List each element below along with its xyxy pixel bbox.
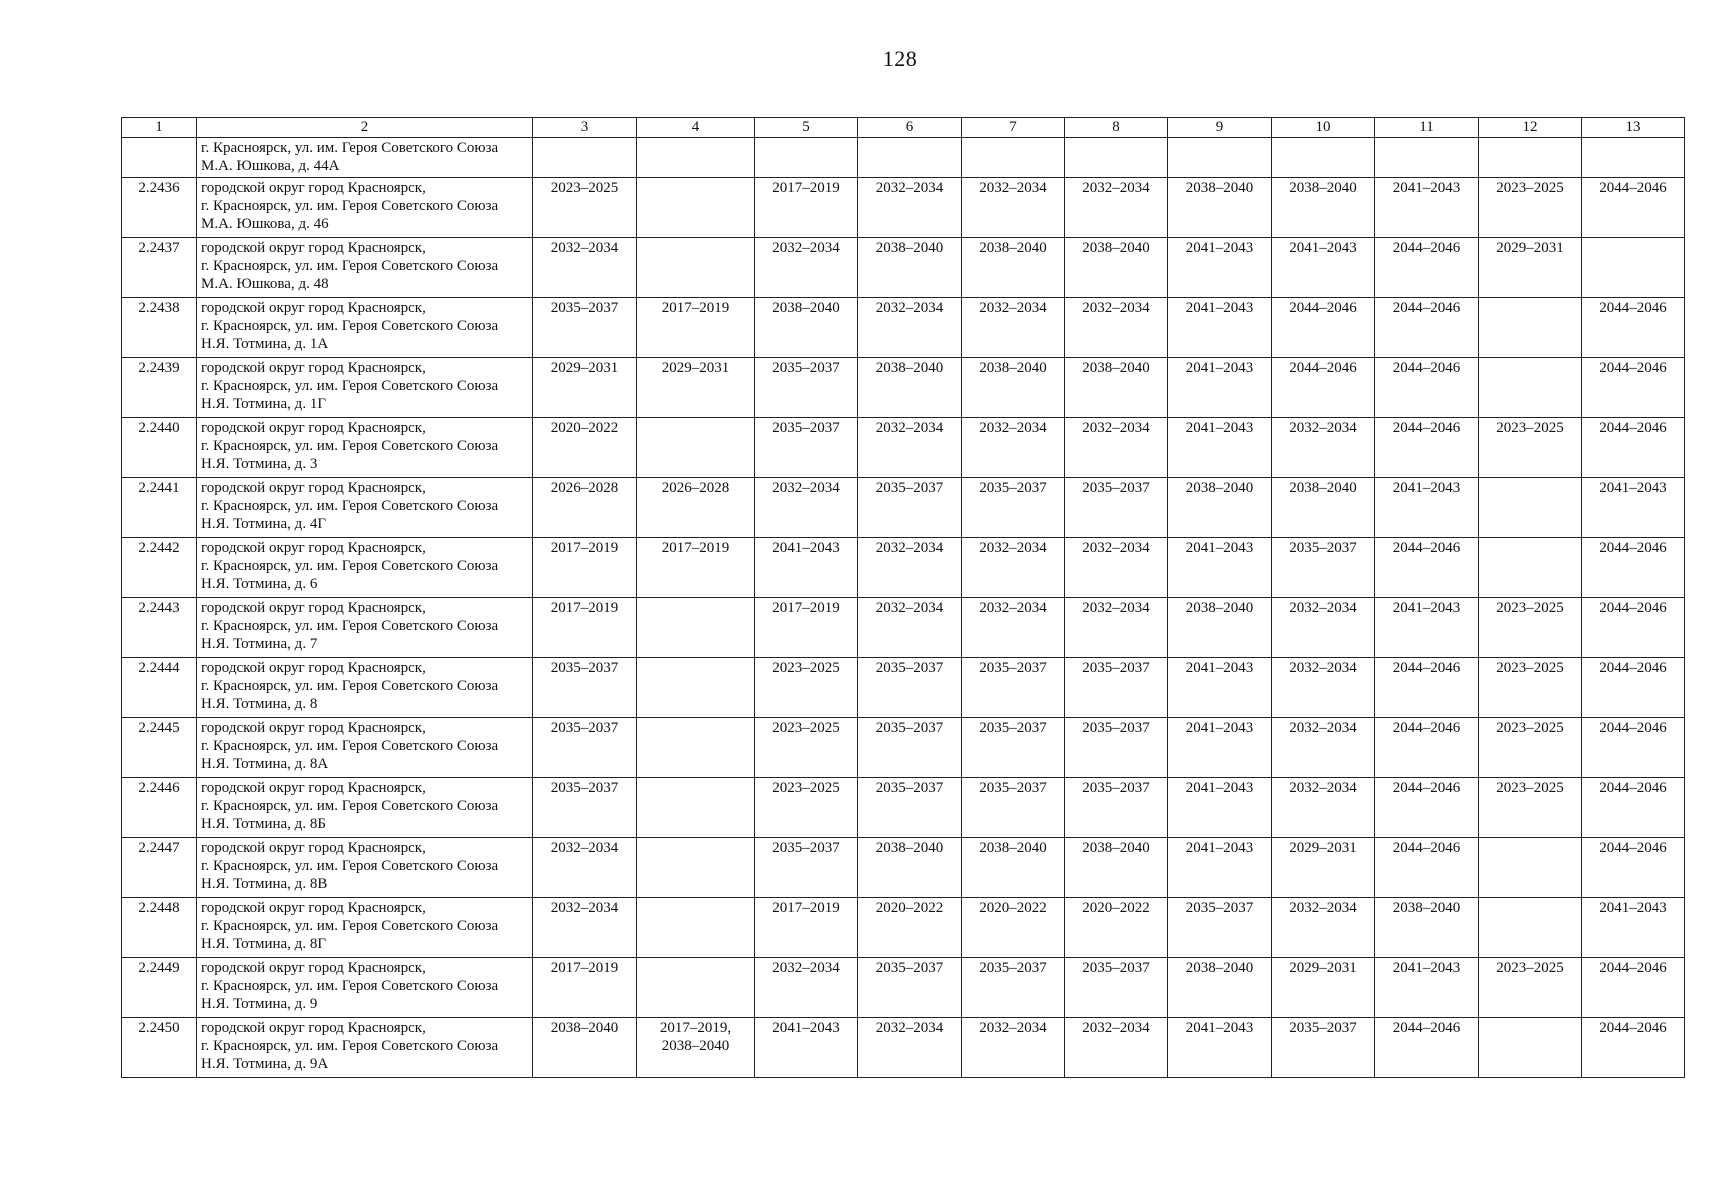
column-header: 13 (1582, 118, 1685, 138)
period-cell-col4: 2017–2019, 2038–2040 (637, 1018, 755, 1078)
period-cell-col4 (637, 958, 755, 1018)
period-cell-col3: 2020–2022 (533, 418, 637, 478)
period-cell-col6: 2032–2034 (858, 178, 962, 238)
period-cell-col11: 2041–2043 (1375, 478, 1479, 538)
period-cell-col12: 2023–2025 (1479, 958, 1582, 1018)
address-cell (197, 418, 533, 478)
period-cell-col9: 2041–2043 (1168, 298, 1272, 358)
period-cell-col13: 2044–2046 (1582, 598, 1685, 658)
address-line: городской округ город Красноярск, (201, 420, 426, 436)
period-cell-col11: 2044–2046 (1375, 358, 1479, 418)
period-cell-col12 (1479, 838, 1582, 898)
address-line: Н.Я. Тотмина, д. 8 (201, 696, 318, 712)
period-cell-col12: 2023–2025 (1479, 598, 1582, 658)
table-row (122, 358, 1685, 418)
period-cell-col10 (1272, 138, 1375, 178)
row-number-cell: 2.2446 (122, 778, 197, 838)
period-cell-col11 (1375, 138, 1479, 178)
period-cell-col6: 2032–2034 (858, 538, 962, 598)
table-row (122, 658, 1685, 718)
address-line: Н.Я. Тотмина, д. 8А (201, 756, 329, 772)
period-cell-col3: 2023–2025 (533, 178, 637, 238)
address-line: г. Красноярск, ул. им. Героя Советского Союза (201, 498, 499, 514)
period-cell-col4 (637, 138, 755, 178)
period-cell-col4: 2026–2028 (637, 478, 755, 538)
period-cell-col6: 2035–2037 (858, 718, 962, 778)
period-cell-col5: 2032–2034 (755, 238, 858, 298)
period-cell-col13: 2044–2046 (1582, 958, 1685, 1018)
row-number-cell: 2.2444 (122, 658, 197, 718)
period-cell-col11: 2041–2043 (1375, 178, 1479, 238)
row-number-cell: 2.2447 (122, 838, 197, 898)
address-cell (197, 598, 533, 658)
period-cell-col10: 2032–2034 (1272, 658, 1375, 718)
period-cell-col13: 2044–2046 (1582, 538, 1685, 598)
address-line: городской округ город Красноярск, (201, 1020, 426, 1036)
column-header: 8 (1065, 118, 1168, 138)
address-cell (197, 658, 533, 718)
row-number-cell: 2.2445 (122, 718, 197, 778)
table-row (122, 598, 1685, 658)
address-line: Н.Я. Тотмина, д. 9 (201, 996, 318, 1012)
address-line: городской округ город Красноярск, (201, 300, 426, 316)
table-row (122, 238, 1685, 298)
column-header: 9 (1168, 118, 1272, 138)
table-row (122, 138, 1685, 178)
row-number-cell: 2.2439 (122, 358, 197, 418)
period-cell-col6: 2032–2034 (858, 598, 962, 658)
address-line: Н.Я. Тотмина, д. 9А (201, 1056, 329, 1072)
column-header: 1 (122, 118, 197, 138)
period-cell-col6: 2035–2037 (858, 478, 962, 538)
address-line: М.А. Юшкова, д. 48 (201, 276, 329, 292)
period-cell-col3: 2032–2034 (533, 838, 637, 898)
row-number-cell: 2.2449 (122, 958, 197, 1018)
period-cell-col6: 2038–2040 (858, 838, 962, 898)
address-line: Н.Я. Тотмина, д. 8В (201, 876, 328, 892)
period-cell-col8 (1065, 138, 1168, 178)
period-cell-col3: 2032–2034 (533, 238, 637, 298)
address-line: городской округ город Красноярск, (201, 660, 426, 676)
period-cell-col7: 2035–2037 (962, 658, 1065, 718)
address-line: Н.Я. Тотмина, д. 8Б (201, 816, 326, 832)
period-cell-col7: 2035–2037 (962, 778, 1065, 838)
column-header: 10 (1272, 118, 1375, 138)
address-line: г. Красноярск, ул. им. Героя Советского Союза (201, 678, 499, 694)
period-cell-col13: 2044–2046 (1582, 358, 1685, 418)
period-cell-col12: 2029–2031 (1479, 238, 1582, 298)
table-row (122, 298, 1685, 358)
period-cell-col3: 2035–2037 (533, 778, 637, 838)
period-cell-col12: 2023–2025 (1479, 178, 1582, 238)
period-cell-col7: 2038–2040 (962, 358, 1065, 418)
period-cell-col7: 2020–2022 (962, 898, 1065, 958)
address-cell (197, 138, 533, 178)
column-header: 5 (755, 118, 858, 138)
row-number-cell: 2.2438 (122, 298, 197, 358)
period-cell-col5 (755, 138, 858, 178)
table-row (122, 718, 1685, 778)
period-cell-col5: 2023–2025 (755, 658, 858, 718)
period-cell-col6: 2038–2040 (858, 238, 962, 298)
address-line: городской округ город Красноярск, (201, 600, 426, 616)
period-cell-col11: 2044–2046 (1375, 538, 1479, 598)
period-cell-col10: 2029–2031 (1272, 838, 1375, 898)
period-cell-col13: 2044–2046 (1582, 658, 1685, 718)
period-cell-col7: 2032–2034 (962, 298, 1065, 358)
period-cell-col12: 2023–2025 (1479, 418, 1582, 478)
period-cell-col9: 2041–2043 (1168, 658, 1272, 718)
period-cell-col4 (637, 838, 755, 898)
period-cell-col8: 2032–2034 (1065, 538, 1168, 598)
period-cell-col3 (533, 138, 637, 178)
period-cell-col7: 2035–2037 (962, 958, 1065, 1018)
period-cell-col3: 2035–2037 (533, 658, 637, 718)
address-line: Н.Я. Тотмина, д. 1А (201, 336, 329, 352)
row-number-cell: 2.2442 (122, 538, 197, 598)
period-cell-col9: 2041–2043 (1168, 418, 1272, 478)
row-number-cell: 2.2450 (122, 1018, 197, 1078)
period-cell-col5: 2017–2019 (755, 178, 858, 238)
period-cell-col13: 2041–2043 (1582, 478, 1685, 538)
period-cell-col13: 2044–2046 (1582, 1018, 1685, 1078)
address-line: г. Красноярск, ул. им. Героя Советского Союза (201, 918, 499, 934)
table-row (122, 418, 1685, 478)
period-cell-col12: 2023–2025 (1479, 778, 1582, 838)
period-cell-col13: 2044–2046 (1582, 718, 1685, 778)
period-cell-col9: 2041–2043 (1168, 358, 1272, 418)
period-cell-col11: 2044–2046 (1375, 658, 1479, 718)
period-cell-col9: 2035–2037 (1168, 898, 1272, 958)
period-cell-col9: 2041–2043 (1168, 718, 1272, 778)
period-cell-col10: 2035–2037 (1272, 538, 1375, 598)
period-cell-col6: 2032–2034 (858, 1018, 962, 1078)
column-header: 6 (858, 118, 962, 138)
period-cell-col5: 2041–2043 (755, 1018, 858, 1078)
address-line: г. Красноярск, ул. им. Героя Советского Союза (201, 198, 499, 214)
table-body (122, 138, 1685, 1078)
address-line: г. Красноярск, ул. им. Героя Советского Союза (201, 858, 499, 874)
period-cell-col9: 2038–2040 (1168, 178, 1272, 238)
period-cell-col8: 2035–2037 (1065, 478, 1168, 538)
period-cell-col6: 2035–2037 (858, 778, 962, 838)
period-cell-col11: 2044–2046 (1375, 838, 1479, 898)
period-cell-col5: 2035–2037 (755, 358, 858, 418)
address-cell (197, 538, 533, 598)
address-line: городской округ город Красноярск, (201, 720, 426, 736)
period-cell-col12 (1479, 298, 1582, 358)
period-cell-col9: 2038–2040 (1168, 598, 1272, 658)
period-cell-col6: 2035–2037 (858, 658, 962, 718)
period-cell-col11: 2041–2043 (1375, 958, 1479, 1018)
address-line: городской округ город Красноярск, (201, 180, 426, 196)
table-row (122, 898, 1685, 958)
period-cell-col10: 2035–2037 (1272, 1018, 1375, 1078)
period-cell-col4 (637, 898, 755, 958)
period-cell-col8: 2032–2034 (1065, 418, 1168, 478)
period-cell-col13: 2044–2046 (1582, 418, 1685, 478)
row-number-cell: 2.2448 (122, 898, 197, 958)
period-cell-col3: 2029–2031 (533, 358, 637, 418)
table-row (122, 478, 1685, 538)
address-line: Н.Я. Тотмина, д. 4Г (201, 516, 326, 532)
period-cell-col5: 2023–2025 (755, 718, 858, 778)
address-line: г. Красноярск, ул. им. Героя Советского Союза (201, 798, 499, 814)
period-cell-col10: 2038–2040 (1272, 178, 1375, 238)
period-cell-col8: 2035–2037 (1065, 718, 1168, 778)
page-number: 128 (882, 46, 918, 71)
address-line: г. Красноярск, ул. им. Героя Советского Союза (201, 978, 499, 994)
period-cell-col12: 2023–2025 (1479, 718, 1582, 778)
period-cell-col12 (1479, 358, 1582, 418)
period-cell-col3: 2017–2019 (533, 538, 637, 598)
period-cell-col9: 2041–2043 (1168, 238, 1272, 298)
period-cell-col7: 2032–2034 (962, 598, 1065, 658)
period-cell-col11: 2044–2046 (1375, 1018, 1479, 1078)
address-cell (197, 778, 533, 838)
period-cell-col3: 2035–2037 (533, 718, 637, 778)
period-cell-col10: 2029–2031 (1272, 958, 1375, 1018)
period-cell-col8: 2032–2034 (1065, 598, 1168, 658)
period-cell-col12: 2023–2025 (1479, 658, 1582, 718)
address-line: г. Красноярск, ул. им. Героя Советского Союза (201, 438, 499, 454)
schedule-table (121, 117, 1685, 1078)
row-number-cell: 2.2436 (122, 178, 197, 238)
table-header (122, 118, 1685, 138)
period-cell-col13: 2041–2043 (1582, 898, 1685, 958)
period-cell-col10: 2041–2043 (1272, 238, 1375, 298)
row-number-cell: 2.2443 (122, 598, 197, 658)
period-cell-col7: 2035–2037 (962, 478, 1065, 538)
address-line: городской округ город Красноярск, (201, 840, 426, 856)
address-line: М.А. Юшкова, д. 44А (201, 158, 340, 174)
period-cell-col4 (637, 598, 755, 658)
period-cell-col3: 2038–2040 (533, 1018, 637, 1078)
address-line: городской округ город Красноярск, (201, 540, 426, 556)
row-number-cell: 2.2441 (122, 478, 197, 538)
address-cell (197, 838, 533, 898)
period-cell-col12 (1479, 898, 1582, 958)
row-number-cell (122, 138, 197, 178)
table-row (122, 838, 1685, 898)
column-header: 4 (637, 118, 755, 138)
header-row (122, 118, 1685, 138)
period-cell-col4: 2029–2031 (637, 358, 755, 418)
period-cell-col13: 2044–2046 (1582, 178, 1685, 238)
period-cell-col7: 2032–2034 (962, 1018, 1065, 1078)
period-cell-col4 (637, 778, 755, 838)
period-cell-col11: 2044–2046 (1375, 418, 1479, 478)
period-cell-col7: 2032–2034 (962, 418, 1065, 478)
address-line: городской округ город Красноярск, (201, 480, 426, 496)
period-cell-col8: 2032–2034 (1065, 1018, 1168, 1078)
address-cell (197, 238, 533, 298)
column-header: 3 (533, 118, 637, 138)
period-cell-col8: 2035–2037 (1065, 958, 1168, 1018)
column-header: 7 (962, 118, 1065, 138)
period-cell-col4 (637, 718, 755, 778)
period-cell-col4 (637, 238, 755, 298)
column-header: 12 (1479, 118, 1582, 138)
period-cell-col7: 2032–2034 (962, 178, 1065, 238)
period-cell-col4 (637, 178, 755, 238)
period-cell-col13: 2044–2046 (1582, 778, 1685, 838)
period-cell-col8: 2038–2040 (1065, 238, 1168, 298)
period-cell-col13: 2044–2046 (1582, 298, 1685, 358)
period-cell-col7: 2035–2037 (962, 718, 1065, 778)
period-cell-col4 (637, 658, 755, 718)
address-cell (197, 298, 533, 358)
address-cell (197, 358, 533, 418)
period-cell-col6: 2032–2034 (858, 298, 962, 358)
address-line: г. Красноярск, ул. им. Героя Советского Союза (201, 318, 499, 334)
address-line: г. Красноярск, ул. им. Героя Советского Союза (201, 618, 499, 634)
period-cell-col10: 2032–2034 (1272, 598, 1375, 658)
period-cell-col6: 2035–2037 (858, 958, 962, 1018)
period-cell-col13: 2044–2046 (1582, 838, 1685, 898)
period-cell-col7: 2038–2040 (962, 238, 1065, 298)
period-cell-col8: 2038–2040 (1065, 358, 1168, 418)
period-cell-col9: 2038–2040 (1168, 478, 1272, 538)
period-cell-col5: 2017–2019 (755, 598, 858, 658)
period-cell-col5: 2038–2040 (755, 298, 858, 358)
column-header: 2 (197, 118, 533, 138)
period-cell-col3: 2017–2019 (533, 958, 637, 1018)
period-cell-col10: 2044–2046 (1272, 358, 1375, 418)
period-cell-col10: 2032–2034 (1272, 778, 1375, 838)
table-row (122, 538, 1685, 598)
row-number-cell: 2.2440 (122, 418, 197, 478)
address-line: Н.Я. Тотмина, д. 1Г (201, 396, 326, 412)
address-line: городской округ город Красноярск, (201, 960, 426, 976)
period-cell-col10: 2032–2034 (1272, 418, 1375, 478)
period-cell-col12 (1479, 538, 1582, 598)
table-row (122, 178, 1685, 238)
address-line: г. Красноярск, ул. им. Героя Советского Союза (201, 140, 499, 156)
period-cell-col9 (1168, 138, 1272, 178)
period-cell-col5: 2041–2043 (755, 538, 858, 598)
period-cell-col5: 2017–2019 (755, 898, 858, 958)
address-cell (197, 958, 533, 1018)
period-cell-col6: 2038–2040 (858, 358, 962, 418)
address-cell (197, 898, 533, 958)
address-line: городской округ город Красноярск, (201, 240, 426, 256)
address-line: г. Красноярск, ул. им. Героя Советского Союза (201, 258, 499, 274)
period-cell-col8: 2038–2040 (1065, 838, 1168, 898)
period-cell-col5: 2035–2037 (755, 418, 858, 478)
address-cell (197, 478, 533, 538)
period-cell-col5: 2035–2037 (755, 838, 858, 898)
period-cell-col10: 2032–2034 (1272, 718, 1375, 778)
period-cell-col9: 2041–2043 (1168, 838, 1272, 898)
period-cell-col9: 2041–2043 (1168, 538, 1272, 598)
period-cell-col11: 2044–2046 (1375, 238, 1479, 298)
address-line: г. Красноярск, ул. им. Героя Советского Союза (201, 1038, 499, 1054)
period-cell-col4 (637, 418, 755, 478)
table-row (122, 778, 1685, 838)
period-cell-col8: 2032–2034 (1065, 298, 1168, 358)
period-cell-col4: 2017–2019 (637, 538, 755, 598)
period-cell-col10: 2032–2034 (1272, 898, 1375, 958)
period-cell-col4: 2017–2019 (637, 298, 755, 358)
period-cell-col10: 2038–2040 (1272, 478, 1375, 538)
period-cell-col6 (858, 138, 962, 178)
period-cell-col8: 2032–2034 (1065, 178, 1168, 238)
period-cell-col7: 2032–2034 (962, 538, 1065, 598)
period-cell-col9: 2038–2040 (1168, 958, 1272, 1018)
period-cell-col8: 2035–2037 (1065, 778, 1168, 838)
period-cell-col11: 2044–2046 (1375, 778, 1479, 838)
period-cell-col5: 2023–2025 (755, 778, 858, 838)
address-cell (197, 718, 533, 778)
address-line: городской округ город Красноярск, (201, 360, 426, 376)
period-cell-col11: 2041–2043 (1375, 598, 1479, 658)
period-cell-col3: 2035–2037 (533, 298, 637, 358)
address-line: г. Красноярск, ул. им. Героя Советского Союза (201, 378, 499, 394)
period-cell-col9: 2041–2043 (1168, 1018, 1272, 1078)
period-cell-col3: 2032–2034 (533, 898, 637, 958)
address-line: М.А. Юшкова, д. 46 (201, 216, 329, 232)
address-line: Н.Я. Тотмина, д. 7 (201, 636, 318, 652)
period-cell-col12 (1479, 1018, 1582, 1078)
period-cell-col6: 2032–2034 (858, 418, 962, 478)
address-line: Н.Я. Тотмина, д. 3 (201, 456, 318, 472)
period-cell-col8: 2035–2037 (1065, 658, 1168, 718)
period-cell-col3: 2026–2028 (533, 478, 637, 538)
period-cell-col3: 2017–2019 (533, 598, 637, 658)
address-line: Н.Я. Тотмина, д. 6 (201, 576, 318, 592)
address-cell (197, 178, 533, 238)
table-row (122, 958, 1685, 1018)
row-number-cell: 2.2437 (122, 238, 197, 298)
period-cell-col8: 2020–2022 (1065, 898, 1168, 958)
address-cell (197, 1018, 533, 1078)
period-cell-col11: 2038–2040 (1375, 898, 1479, 958)
address-line: городской округ город Красноярск, (201, 780, 426, 796)
period-cell-col13 (1582, 138, 1685, 178)
period-cell-col5: 2032–2034 (755, 958, 858, 1018)
table-row (122, 1018, 1685, 1078)
period-cell-col7 (962, 138, 1065, 178)
period-cell-col9: 2041–2043 (1168, 778, 1272, 838)
address-line: г. Красноярск, ул. им. Героя Советского Союза (201, 558, 499, 574)
period-cell-col11: 2044–2046 (1375, 298, 1479, 358)
address-line: городской округ город Красноярск, (201, 900, 426, 916)
period-cell-col7: 2038–2040 (962, 838, 1065, 898)
period-cell-col10: 2044–2046 (1272, 298, 1375, 358)
column-header: 11 (1375, 118, 1479, 138)
period-cell-col11: 2044–2046 (1375, 718, 1479, 778)
period-cell-col12 (1479, 138, 1582, 178)
period-cell-col13 (1582, 238, 1685, 298)
period-cell-col6: 2020–2022 (858, 898, 962, 958)
period-cell-col5: 2032–2034 (755, 478, 858, 538)
period-cell-col12 (1479, 478, 1582, 538)
address-line: Н.Я. Тотмина, д. 8Г (201, 936, 326, 952)
address-line: г. Красноярск, ул. им. Героя Советского Союза (201, 738, 499, 754)
